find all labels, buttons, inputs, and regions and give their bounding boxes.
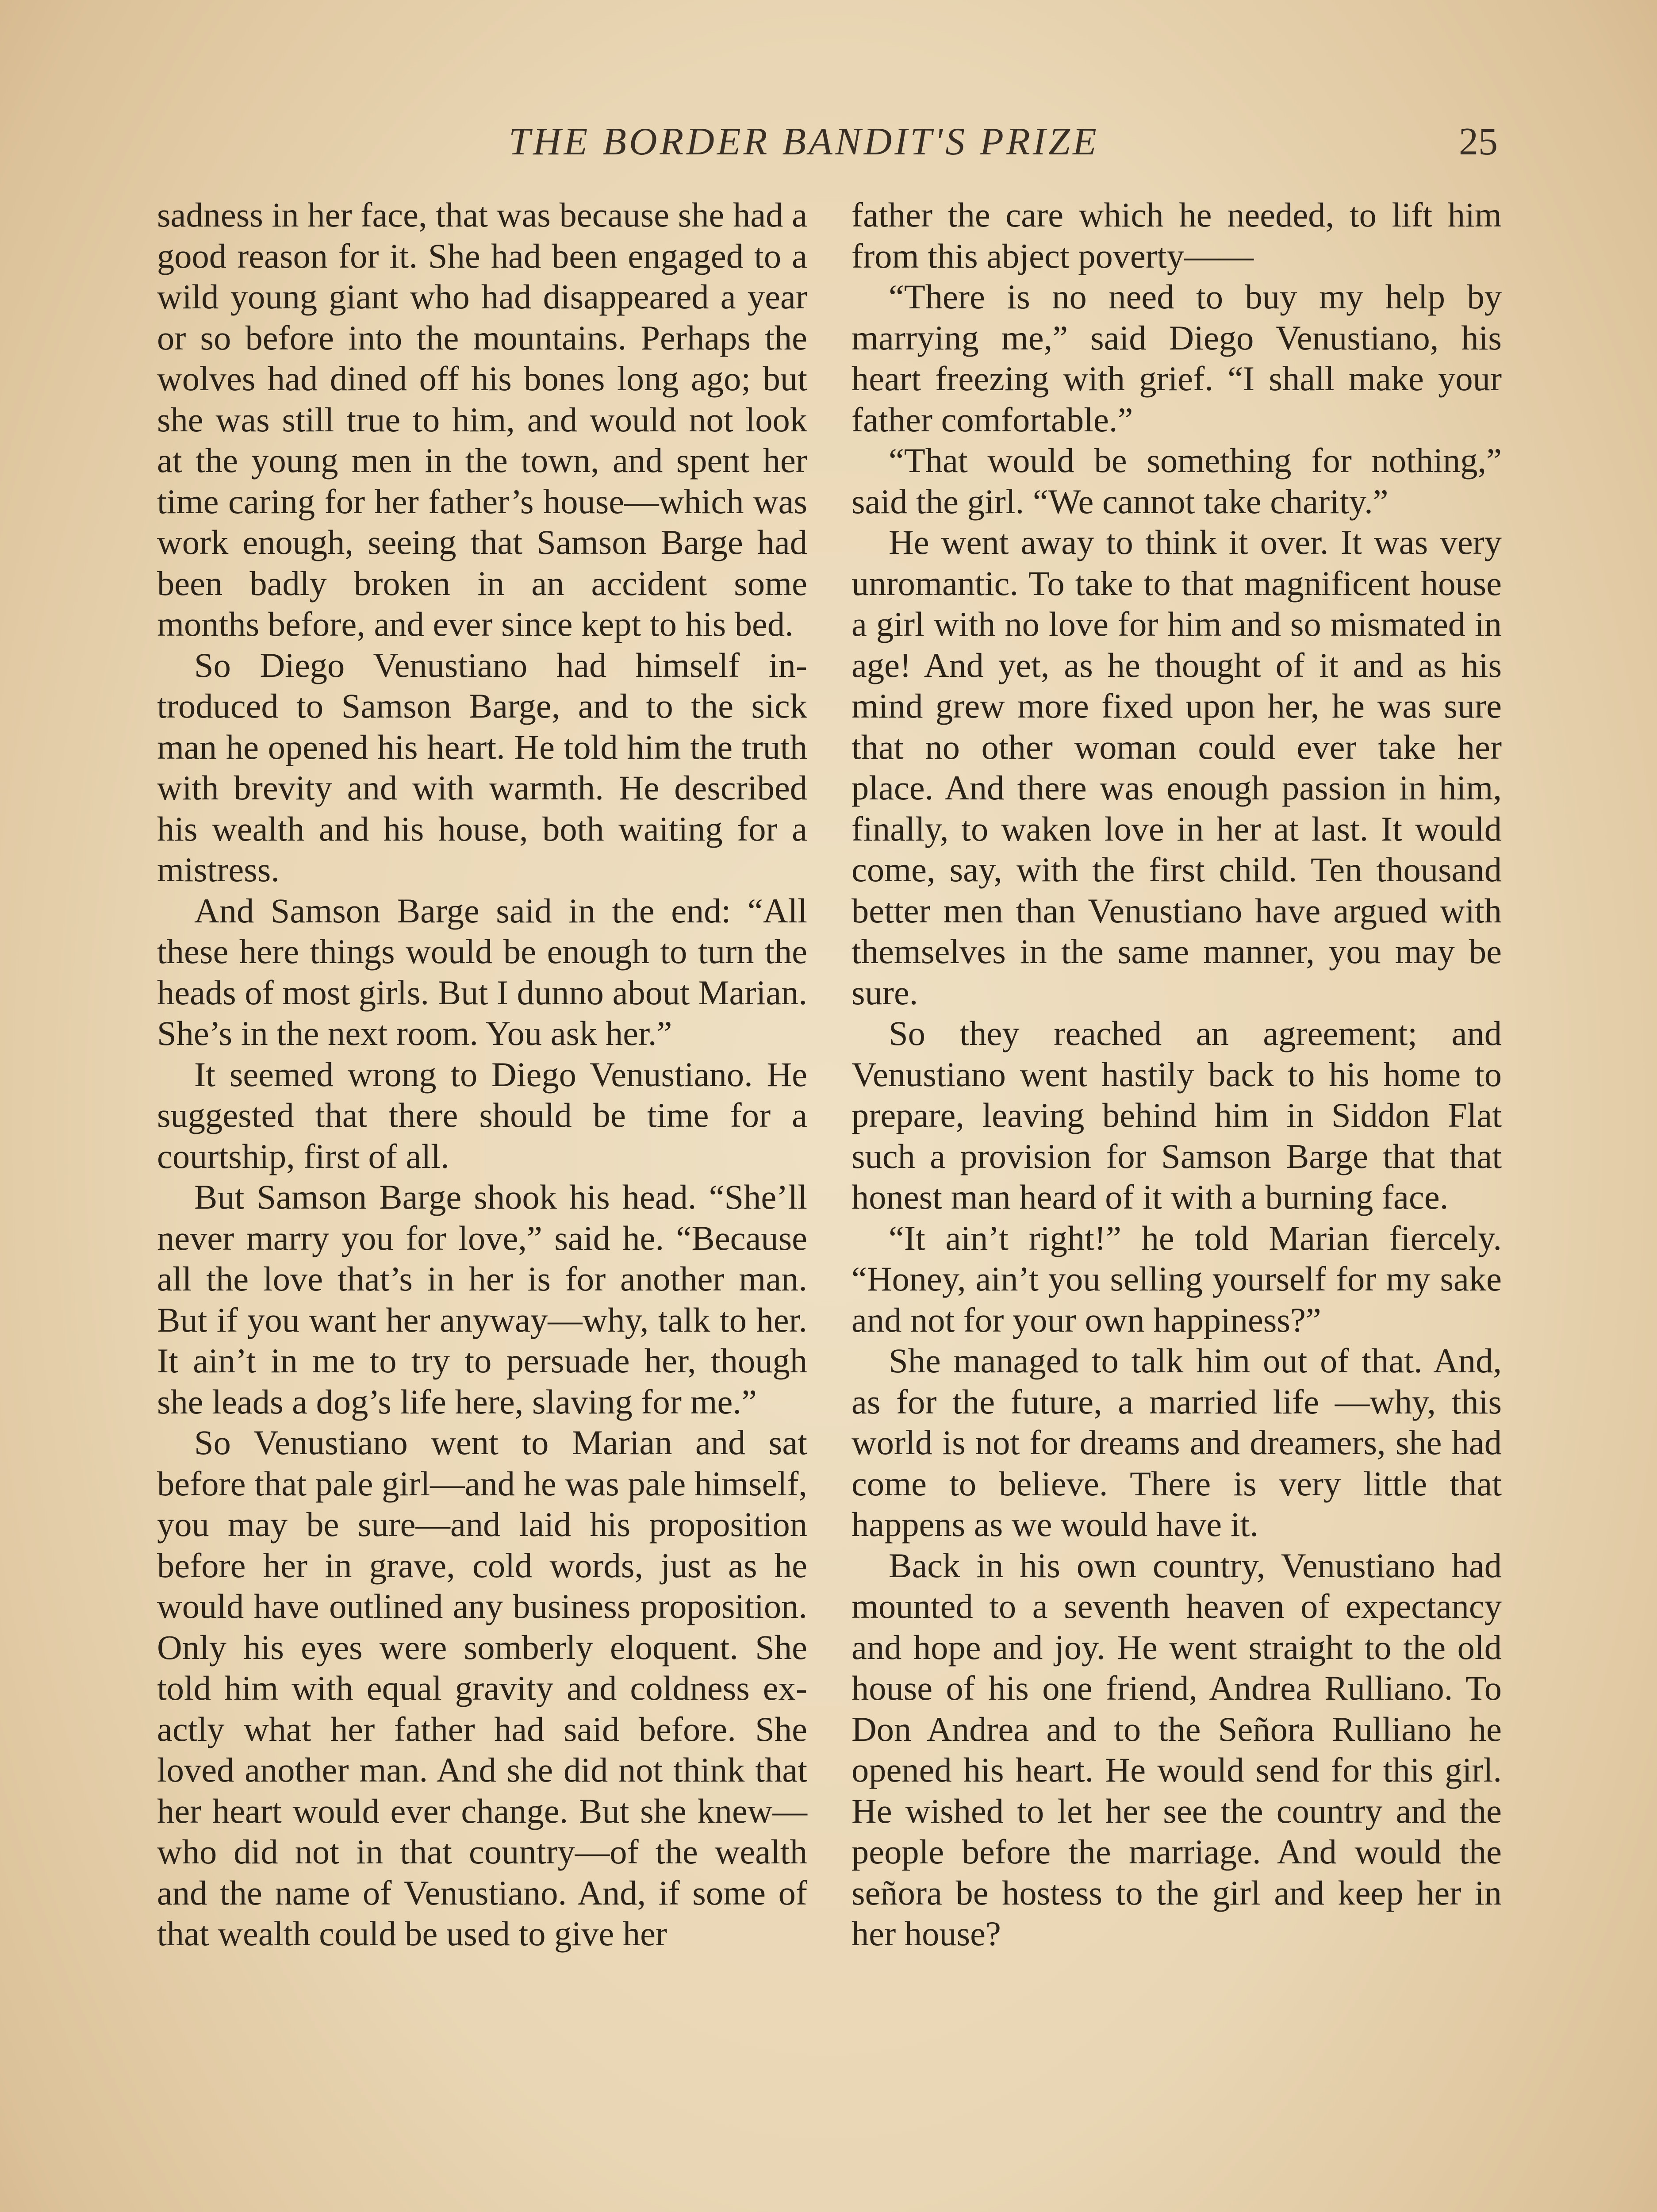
paragraph: So they reached an agreement; and Venustiano went hastily back to his home to prepare, leaving behind him in Siddon Flat such a provision for Samson Barge that that honest man heard of it with a burning face.: [852, 1014, 1502, 1216]
paragraph: But Samson Barge shook his head. “She’ll never marry you for love,” said he. “Because all the love that’s in her is for another man. But if you want her anyway—why, talk to her. It ain’t in me to try to persuade her, though she leads a dog’s life here, slaving for me.”: [157, 1178, 807, 1421]
left-column: [157, 195, 807, 1955]
paragraph: So Diego Venustiano had himself introduced to Samson Barge, and to the sick man he opened his heart. He told him the truth with brevity and with warmth. He described his wealth and his house, both waiting for a mistress.: [157, 645, 807, 889]
paragraph: So Venustiano went to Marian and sat before that pale girl—and he was pale himself, you may be sure—and laid his proposition before her in grave, cold words, just as he would have outlined any business proposition. Only his eyes were somberly eloquent. She told him with equal gravity and coldness exactly what her father had said before. She loved another man. And she did not think that her heart would ever change. But she knew—who did not in that country—of the wealth and the name of Venustiano. And, if some of that wealth could be used to give her: [157, 1423, 807, 1953]
paragraph: Back in his own country, Venustiano had mounted to a seventh heaven of expectancy and hope and joy. He went straight to the old house of his one friend, Andrea Rulliano. To Don Andrea and to the Señora Rulliano he opened his heart. He would send for this girl. He wished to let her see the country and the people before the marriage. And would the señora be hostess to the girl and keep her in her house?: [852, 1546, 1502, 1953]
right-column: [852, 195, 1502, 1955]
running-head: THE BORDER BANDIT'S PRIZE: [509, 120, 1099, 163]
paragraph: sadness in her face, that was because she had a good reason for it. She had been engaged to a wild young giant who had disappeared a year or so before into the mountains. Perhaps the wolves had dined off his bones long ago; but she was still true to him, and would not look at the young men in the town, and spent her time caring for her father’s house—which was work enough, seeing that Samson Barge had been badly broken in an accident some months before, and ever since kept to his bed.: [157, 196, 807, 643]
paragraph: He went away to think it over. It was very unromantic. To take to that magnificent house a girl with no love for him and so mismated in age! And yet, as he thought of it and as his mind grew more fixed upon her, he was sure that no other woman could ever take her place. And there was enough passion in him, finally, to waken love in her at last. It would come, say, with the first child. Ten thousand better men than Venustiano have argued with themselves in the same manner, you may be sure.: [852, 523, 1502, 1012]
page-number: 25: [1459, 120, 1498, 163]
paragraph: “There is no need to buy my help by marrying me,” said Diego Venustiano, his heart freezing with grief. “I shall make your father comfortable.”: [852, 277, 1502, 439]
paragraph: She managed to talk him out of that. And, as for the future, a married life —why, this world is not for dreams and dreamers, she had come to believe. There is very little that happens as we would have it.: [852, 1341, 1502, 1544]
paragraph: “That would be something for nothing,” said the girl. “We cannot take charity.”: [852, 441, 1502, 521]
paragraph: father the care which he needed, to lift him from this abject poverty——: [852, 196, 1502, 275]
paragraph: It seemed wrong to Diego Venustiano. He suggested that there should be time for a courtship, first of all.: [157, 1055, 807, 1175]
paragraph: “It ain’t right!” he told Marian fiercely. “Honey, ain’t you selling yourself for my sake and not for your own happiness?”: [852, 1218, 1502, 1339]
paragraph: And Samson Barge said in the end: “All these here things would be enough to turn the heads of most girls. But I dunno about Marian. She’s in the next room. You ask her.”: [157, 891, 807, 1052]
